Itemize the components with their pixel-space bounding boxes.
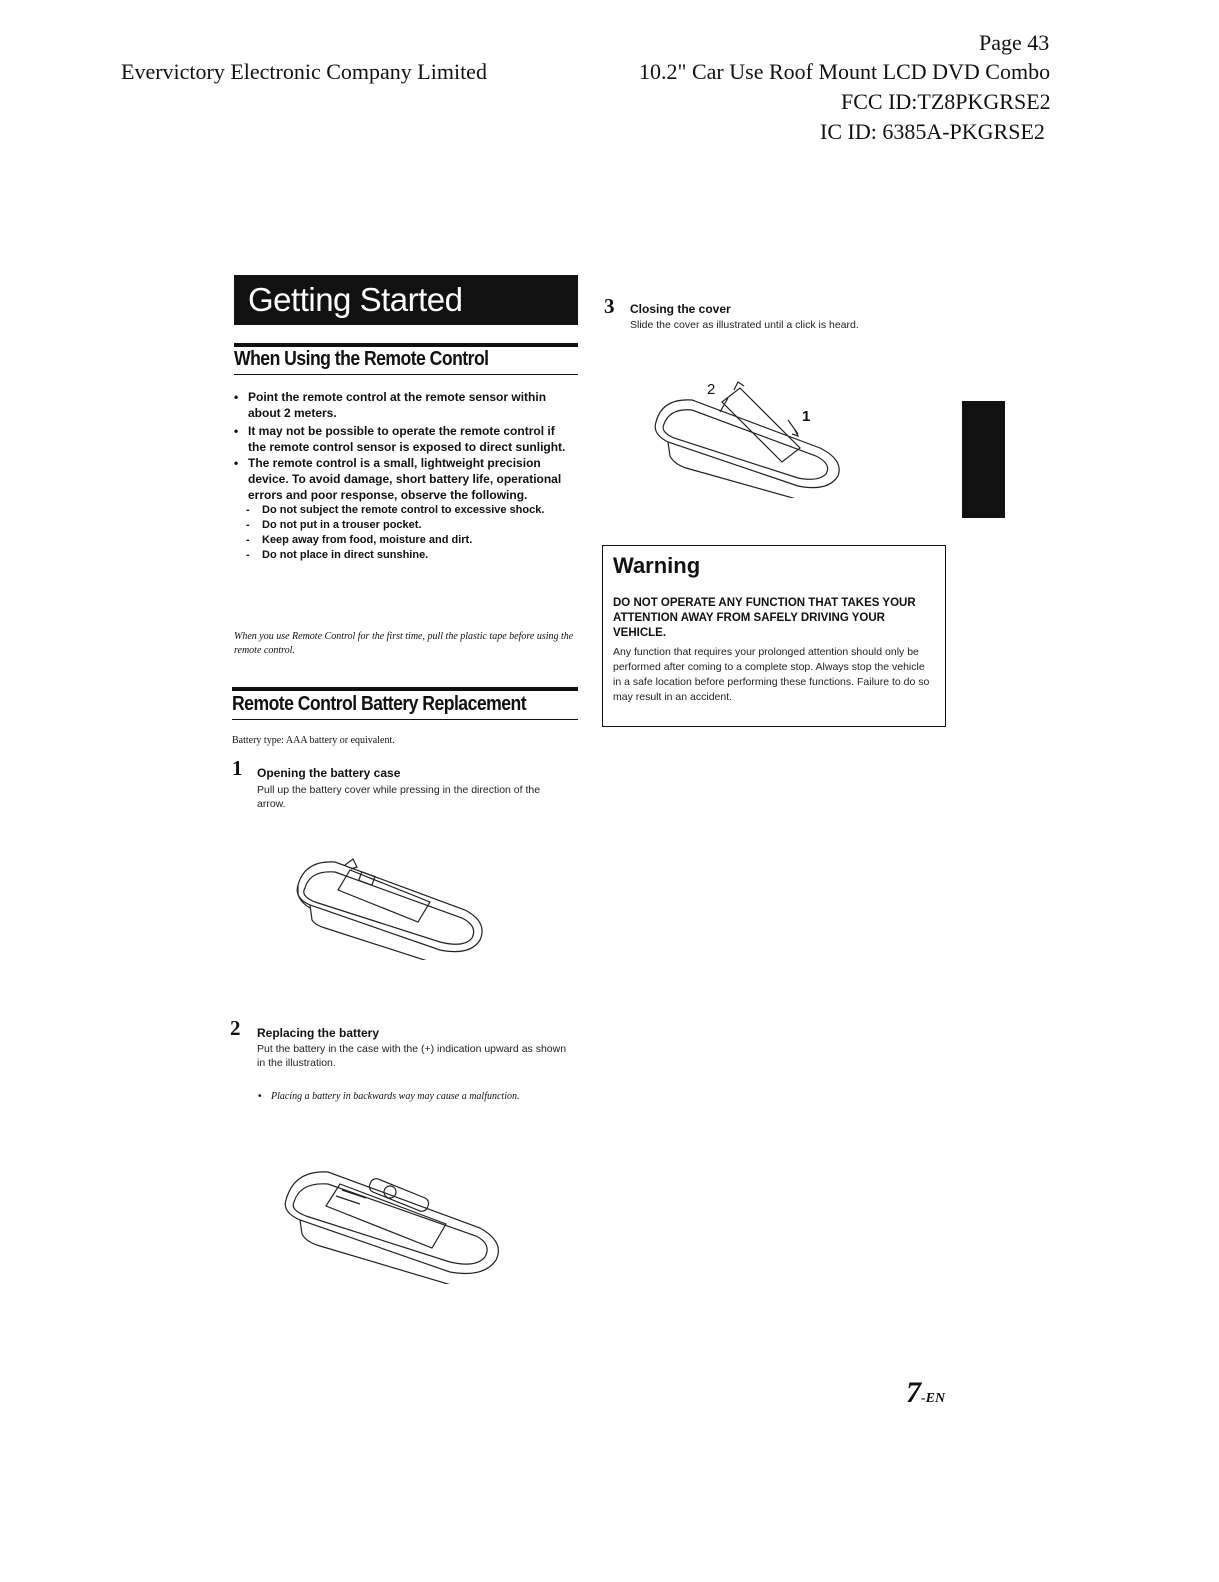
- section-underline: [234, 374, 578, 375]
- sub-item: - Do not place in direct sunshine.: [246, 549, 429, 561]
- sub-item: - Do not subject the remote control to excessive shock.: [246, 504, 545, 516]
- step-description: Pull up the battery cover while pressing in the direction of the arrow.: [257, 784, 541, 810]
- step-title: Closing the cover: [630, 302, 731, 316]
- section-underline: [232, 719, 578, 720]
- page-label: Page 43: [979, 30, 1050, 55]
- first-use-note: When you use Remote Control for the first time, pull the plastic tape before using the remote control.: [234, 631, 574, 656]
- warning-bold-text: DO NOT OPERATE ANY FUNCTION THAT TAKES YOUR ATTENTION AWAY FROM SAFELY DRIVING YOUR VEHICLE.: [613, 597, 916, 639]
- battery-section-title: Remote Control Battery Replacement: [232, 693, 527, 715]
- bullet-item: • It may not be possible to operate the remote control if the remote control sensor is exposed to direct sunlight.: [234, 424, 566, 454]
- remote-close-illustration: [650, 378, 850, 498]
- section-rule: [234, 343, 578, 347]
- illustration-label-1: 1: [802, 408, 811, 425]
- sub-item: - Do not put in a trouser pocket.: [246, 519, 422, 531]
- step-description: Put the battery in the case with the (+) indication upward as shown in the illustration.: [257, 1043, 567, 1069]
- warning-body: Any function that requires your prolonged attention should only be performed after coming to a complete stop. Always stop the vehicle in a safe location before performing these functions. Failure to do so may result in an accident.: [613, 646, 930, 703]
- step-number: 2: [230, 1016, 241, 1040]
- illustration-label-2: 2: [707, 381, 716, 398]
- step-number: 1: [232, 756, 243, 780]
- remote-battery-illustration: [280, 1162, 510, 1284]
- battery-type: Battery type: AAA battery or equivalent.: [232, 735, 395, 746]
- chapter-tab: [962, 401, 1005, 518]
- bullet-item: • Point the remote control at the remote sensor within about 2 meters.: [234, 390, 547, 420]
- getting-started-banner: Getting Started: [234, 275, 578, 325]
- ic-id: IC ID: 6385A-PKGRSE2: [820, 119, 1045, 144]
- remote-open-illustration: [290, 850, 490, 960]
- section-rule: [232, 687, 578, 691]
- sub-item: - Keep away from food, moisture and dirt.: [246, 534, 473, 546]
- backwards-warning: • Placing a battery in backwards way may cause a malfunction.: [258, 1091, 520, 1102]
- bullet-item: • The remote control is a small, lightweight precision device. To avoid damage, short battery life, operational errors and poor response, observe the following.: [234, 456, 562, 502]
- page-number: 7-EN: [906, 1376, 946, 1409]
- step-title: Replacing the battery: [257, 1026, 380, 1040]
- warning-title: Warning: [613, 553, 701, 578]
- product-name: 10.2" Car Use Roof Mount LCD DVD Combo: [639, 59, 1051, 84]
- fcc-id: FCC ID:TZ8PKGRSE2: [841, 89, 1051, 114]
- remote-section-title: When Using the Remote Control: [234, 348, 489, 370]
- step-description: Slide the cover as illustrated until a click is heard.: [630, 319, 859, 331]
- remote-bullets: [234, 389, 576, 563]
- step-number: 3: [604, 294, 615, 318]
- company-name: Evervictory Electronic Company Limited: [121, 59, 487, 84]
- step-title: Opening the battery case: [257, 766, 401, 780]
